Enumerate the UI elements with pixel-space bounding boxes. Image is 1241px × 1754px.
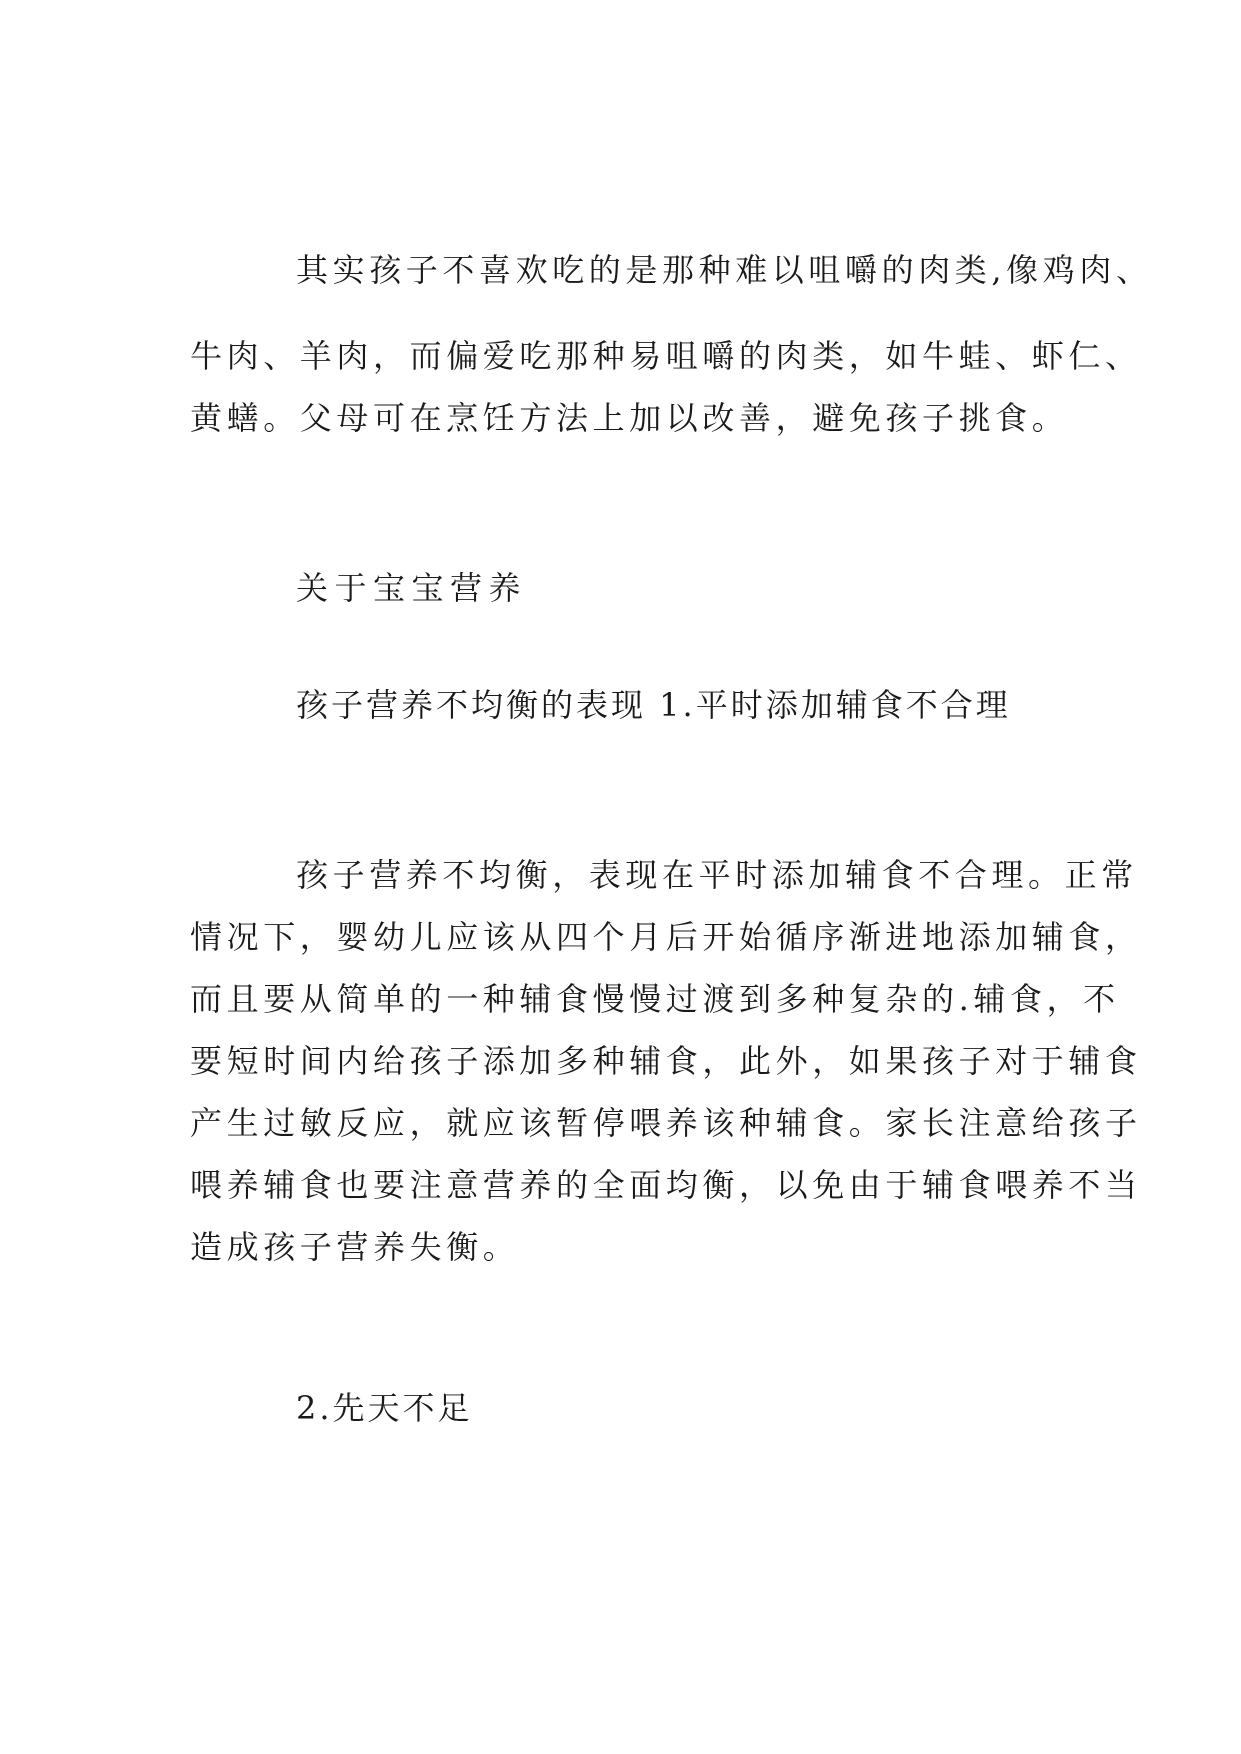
paragraph-1-line-2: 牛肉、羊肉，而偏爱吃那种易咀嚼的肉类，如牛蛙、虾仁、: [190, 337, 1142, 375]
paragraph-1-line-1: 其实孩子不喜欢吃的是那种难以咀嚼的肉类,像鸡肉、: [296, 251, 1153, 289]
subsection-heading-2: 2.先天不足: [296, 1389, 473, 1427]
paragraph-2-line-5: 产生过敏反应，就应该暂停喂养该种辅食。家长注意给孩子: [190, 1104, 1142, 1142]
paragraph-2-line-4: 要短时间内给孩子添加多种辅食，此外，如果孩子对于辅食: [190, 1042, 1142, 1080]
paragraph-1-line-3: 黄蟮。父母可在烹饪方法上加以改善，避免孩子挑食。: [190, 399, 1069, 437]
subsection-heading: 孩子营养不均衡的表现 1.平时添加辅食不合理: [296, 686, 1011, 724]
paragraph-2-line-7: 造成孩子营养失衡。: [190, 1228, 520, 1266]
paragraph-2-line-1: 孩子营养不均衡，表现在平时添加辅食不合理。正常: [296, 856, 1138, 894]
section-heading: 关于宝宝营养: [296, 569, 528, 607]
paragraph-2-line-3: 而且要从简单的一种辅食慢慢过渡到多种复杂的.辅食，不: [190, 980, 1120, 1018]
paragraph-2-line-6: 喂养辅食也要注意营养的全面均衡，以免由于辅食喂养不当: [190, 1166, 1142, 1204]
paragraph-2-line-2: 情况下，婴幼儿应该从四个月后开始循序渐进地添加辅食，: [190, 918, 1142, 956]
